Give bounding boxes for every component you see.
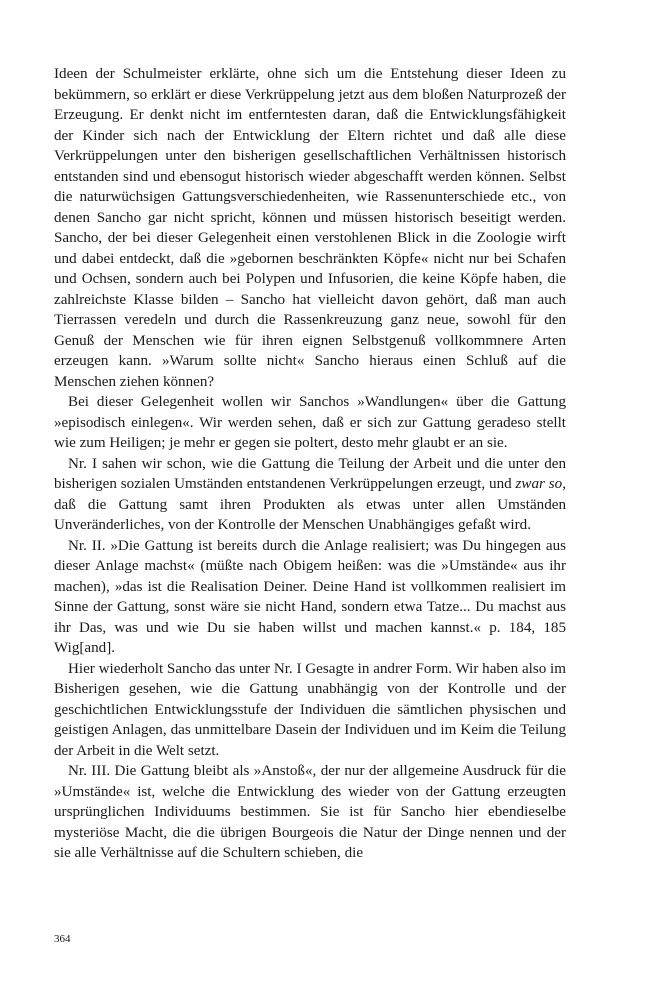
paragraph bbox=[54, 392, 566, 454]
paragraph-text: Nr. I sahen wir schon, wie die Gattung die Teilung der Arbeit und die unter den bisherigen sozialen Umständen entstandenen Verkrüppelungen erzeugt, und bbox=[54, 455, 566, 492]
paragraph bbox=[54, 659, 566, 762]
paragraph-text: Nr. II. »Die Gattung ist bereits durch die Anlage realisiert; was Du hingegen aus dieser Anlage machst« (müßte nach Obigem heißen: was die »Umstände« aus ihr machen), »das ist die Realisation Deiner. Deine Hand ist vollkommen realisiert im Sinne der Gattung, sonst wäre sie nicht Hand, sondern etwa Tatze... Du machst aus ihr Das, was und wie Du sie haben willst und machen kannst.« p. 184, 185 Wig[and]. bbox=[54, 537, 566, 656]
page-number: 364 bbox=[54, 933, 71, 945]
paragraph-text: Nr. III. Die Gattung bleibt als »Anstoß«, der nur der allgemeine Ausdruck für die »Umstände« ist, welche die Entwicklung des wieder von der Gattung erzeugten ursprünglichen Individuums bestimmen. Sie ist für Sancho hier ebendieselbe mysteriöse Macht, die die übrigen Bourgeois die Natur der Dinge nennen und der sie alle Verhältnisse auf die Schultern schieben, die bbox=[54, 763, 566, 861]
paragraph bbox=[54, 454, 566, 536]
paragraph-text: , daß die Gattung samt ihren Produkten als etwas unter allen Umständen Unveränderliches, von der Kontrolle der Menschen Unabhängiges gefaßt wird. bbox=[54, 476, 566, 533]
paragraph bbox=[54, 536, 566, 659]
paragraph-text: Hier wiederholt Sancho das unter Nr. I Gesagte in andrer Form. Wir haben also im Bisherigen gesehen, wie die Gattung unabhängig von der Kontrolle und der geschichtlichen Entwicklungsstufe der Individuen die sämtlichen physischen und geistigen Anlagen, das unmittelbare Dasein der Individuen und im Keim die Teilung der Arbeit in die Welt setzt. bbox=[54, 660, 566, 759]
page-body bbox=[54, 64, 566, 864]
paragraph bbox=[54, 761, 566, 864]
paragraph bbox=[54, 64, 566, 392]
paragraph-text: Ideen der Schulmeister erklärte, ohne sich um die Entstehung dieser Ideen zu bekümmern, so erklärt er diese Verkrüppelung jetzt aus dem bloßen Naturprozeß der Erzeugung. Er denkt nicht im entferntesten daran, daß die Entwicklungsfähigkeit der Kinder sich nach der Entwicklung der Eltern richtet und daß alle diese Verkrüppelungen unter den bisherigen gesellschaftlichen Verhältnissen historisch entstanden sind und ebensogut historisch wieder abgeschafft werden können. Selbst die naturwüchsigen Gattungsverschiedenheiten, wie Rassenunterschiede etc., von denen Sancho gar nicht spricht, können und müssen historisch beseitigt werden. Sancho, der bei dieser Gelegenheit einen verstohlenen Blick in die Zoologie wirft und dabei entdeckt, daß die »gebornen beschränkten Köpfe« nicht nur bei Schafen und Ochsen, sondern auch bei Polypen und Infusorien, die keine Köpfe haben, die zahlreichste Klasse bilden – Sancho hat vielleicht davon gehört, daß man auch Tierrassen veredeln und durch die Rassenkreuzung ganz neue, sowohl für den Genuß der Menschen wie für ihren eignen Selbstgenuß vollkommnere Arten erzeugen kann. »Warum sollte nicht« Sancho hieraus einen Schluß auf die Menschen ziehen können? bbox=[54, 66, 566, 390]
paragraph-text: Bei dieser Gelegenheit wollen wir Sanchos »Wandlungen« über die Gattung »episodisch einlegen«. Wir werden sehen, daß er sich zur Gattung geradeso stellt wie zum Heiligen; je mehr er gegen sie poltert, desto mehr glaubt er an sie. bbox=[54, 394, 566, 451]
italic-emphasis: zwar so bbox=[515, 476, 563, 492]
